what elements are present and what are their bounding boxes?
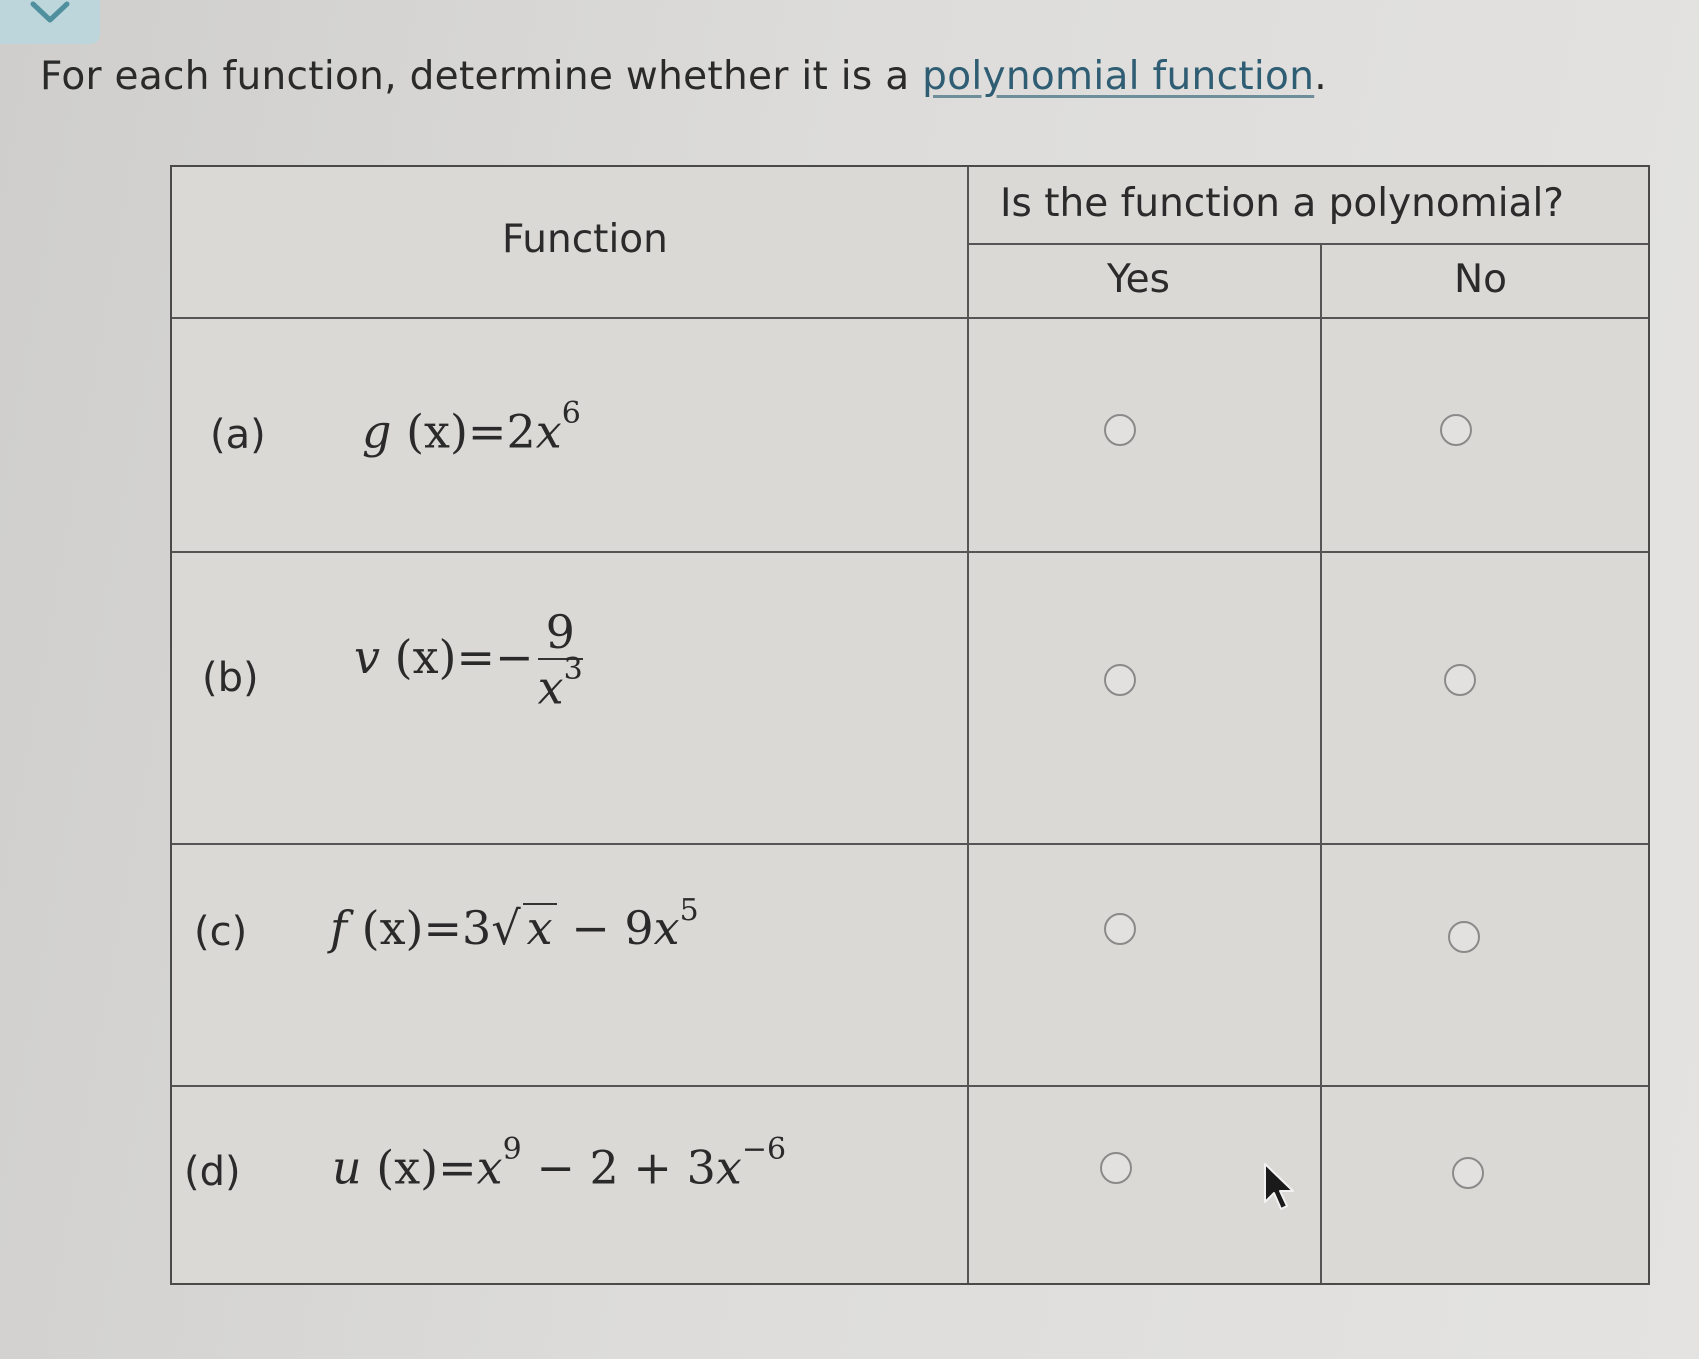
radio-c-no[interactable] [1448,921,1480,953]
row-label-d: (d) [184,1149,241,1195]
column-divider [1320,243,1322,1283]
header-no: No [1454,257,1508,302]
collapse-toggle[interactable] [0,0,100,44]
header-bottom-line [172,317,1648,319]
header-divider [967,243,1648,245]
radio-b-no[interactable] [1444,664,1476,696]
polynomial-function-link[interactable]: polynomial function [922,54,1315,99]
question-prompt [40,54,1327,99]
row-label-c: (c) [194,909,248,955]
row-divider [172,551,1648,553]
mouse-pointer-icon [1262,1162,1302,1214]
prompt-period: . [1314,54,1327,99]
radio-d-no[interactable] [1452,1157,1484,1189]
expression-c: f (x)=3√ $x - 9x^5$ [330,892,699,955]
radio-d-yes[interactable] [1100,1152,1132,1184]
row-divider [172,843,1648,845]
row-label-a: (a) [210,412,266,458]
column-divider [967,167,969,1283]
header-yes: Yes [1107,257,1170,302]
header-function: Function [502,217,668,262]
row-label-b: (b) [202,655,259,701]
expression-b: v (x)=− $\frac{9}{x^3}$ [354,605,583,714]
radio-c-yes[interactable] [1104,913,1136,945]
polynomial-table [170,165,1650,1285]
header-question: Is the function a polynomial? [1000,181,1564,226]
expression-a: g $(x)=2x^6$ [362,396,581,459]
chevron-down-icon [25,0,75,30]
radio-a-yes[interactable] [1104,414,1136,446]
radio-b-yes[interactable] [1104,664,1136,696]
expression-d: u $(x)=x^9 - 2 + 3x^{-6}$ [332,1132,787,1195]
radio-a-no[interactable] [1440,414,1472,446]
row-divider [172,1085,1648,1087]
prompt-text: For each function, determine whether it is a [40,54,923,99]
